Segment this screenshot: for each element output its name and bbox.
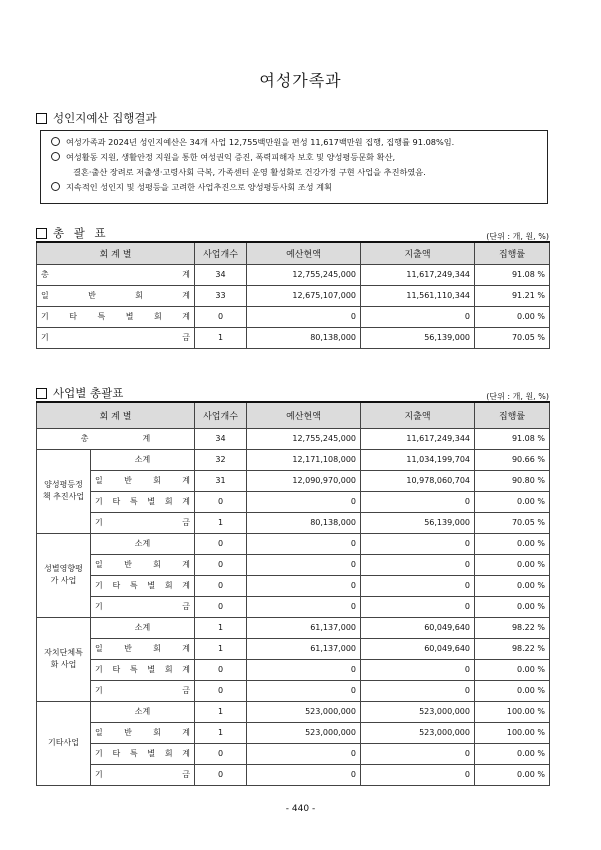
- cell-budget: 61,137,000: [247, 617, 361, 638]
- cell-rate: 91.21 %: [475, 285, 550, 306]
- summary-item: [51, 150, 547, 165]
- row-label: [91, 701, 195, 722]
- cell-spent: 56,139,000: [361, 512, 475, 533]
- cell-spent: 0: [361, 554, 475, 575]
- label-char: 계: [182, 644, 190, 653]
- label-char: 총: [41, 270, 49, 279]
- section-heading: 성인지예산 집행결과: [53, 111, 157, 125]
- cell-budget: 0: [247, 659, 361, 680]
- cell-rate: 70.05 %: [475, 327, 550, 348]
- row-label-text: [95, 706, 190, 717]
- cell-budget: 61,137,000: [247, 638, 361, 659]
- label-char: 계: [182, 312, 190, 321]
- cell-count: 34: [195, 264, 247, 285]
- label-char: 별: [147, 497, 156, 506]
- label-char: 반: [124, 728, 132, 737]
- cell-rate: 0.00 %: [475, 491, 550, 512]
- cell-count: 0: [195, 680, 247, 701]
- row-label: [37, 327, 195, 348]
- circle-bullet-icon: [51, 137, 60, 146]
- table-row: [37, 285, 550, 306]
- label-char: 기: [41, 312, 49, 321]
- label-char: 계: [182, 728, 190, 737]
- row-label: [91, 554, 195, 575]
- row-label-text: [95, 454, 190, 465]
- table-row: [37, 617, 550, 638]
- label-char: 회: [153, 560, 161, 569]
- cell-count: 1: [195, 617, 247, 638]
- label-char: 회: [153, 476, 161, 485]
- label-char: 기: [95, 497, 103, 506]
- label-char: 반: [124, 560, 132, 569]
- checkbox-square-icon: [36, 228, 47, 239]
- table-row: [37, 449, 550, 470]
- label-char: 특: [97, 312, 106, 321]
- label-char: 별: [147, 749, 156, 758]
- cell-spent: 0: [361, 680, 475, 701]
- row-label-text: [95, 727, 190, 738]
- cell-count: 1: [195, 722, 247, 743]
- row-label-text: [95, 496, 190, 507]
- cell-spent: 11,034,199,704: [361, 449, 475, 470]
- cell-budget: 0: [247, 554, 361, 575]
- col-rate: 집행률: [475, 402, 550, 428]
- table-row: [37, 596, 550, 617]
- row-label-text: [95, 559, 190, 570]
- col-spent: 지출액: [361, 402, 475, 428]
- cell-spent: 0: [361, 491, 475, 512]
- row-label: [91, 617, 195, 638]
- label-char: 기: [95, 749, 103, 758]
- cell-rate: 90.80 %: [475, 470, 550, 491]
- cell-spent: 0: [361, 743, 475, 764]
- cell-budget: 0: [247, 764, 361, 785]
- label-char: 회: [153, 644, 161, 653]
- label-char: 타: [69, 312, 77, 321]
- col-count: 사업개수: [195, 402, 247, 428]
- unit-label: (단위 : 개, 원, %): [486, 232, 549, 241]
- section-execution-results: [36, 110, 157, 126]
- label-char: 별: [125, 312, 134, 321]
- cell-budget: 0: [247, 743, 361, 764]
- cell-budget: 0: [247, 533, 361, 554]
- row-label: [91, 638, 195, 659]
- cell-rate: 0.00 %: [475, 659, 550, 680]
- label-char: 계: [182, 749, 190, 758]
- label-char: 회: [164, 749, 173, 758]
- table-row: [37, 659, 550, 680]
- table-row: [37, 264, 550, 285]
- cell-spent: 0: [361, 533, 475, 554]
- row-label-text: [95, 664, 190, 675]
- label-char: 타: [112, 665, 121, 674]
- label-char: 회: [153, 728, 161, 737]
- label-char: 소계: [134, 707, 151, 716]
- row-label: [91, 680, 195, 701]
- cell-rate: 70.05 %: [475, 512, 550, 533]
- row-label-text: [95, 580, 190, 591]
- table-row: [37, 680, 550, 701]
- cell-count: 0: [195, 764, 247, 785]
- cell-rate: 0.00 %: [475, 575, 550, 596]
- label-char: 계: [142, 434, 151, 443]
- label-char: 회: [135, 291, 143, 300]
- label-char: 회: [164, 665, 173, 674]
- row-label: [91, 533, 195, 554]
- label-char: 계: [182, 476, 190, 485]
- cell-budget: 0: [247, 575, 361, 596]
- cell-rate: 0.00 %: [475, 554, 550, 575]
- cell-budget: 0: [247, 596, 361, 617]
- row-label-text: [95, 685, 190, 696]
- row-label-text: [95, 622, 190, 633]
- cell-rate: 0.00 %: [475, 680, 550, 701]
- checkbox-square-icon: [36, 388, 47, 399]
- cell-count: 1: [195, 701, 247, 722]
- row-label-text: [41, 311, 190, 322]
- row-label: [91, 596, 195, 617]
- label-char: 특: [129, 749, 138, 758]
- page-number: - 440 -: [285, 804, 316, 814]
- label-char: 총: [80, 434, 89, 443]
- label-char: 특: [129, 665, 138, 674]
- row-label: [37, 264, 195, 285]
- cell-rate: 0.00 %: [475, 306, 550, 327]
- label-char: 기: [95, 518, 103, 527]
- cell-count: 0: [195, 743, 247, 764]
- page-title: 여성가족과: [259, 71, 342, 90]
- table-row: [37, 306, 550, 327]
- cell-budget: 523,000,000: [247, 722, 361, 743]
- cell-rate: 98.22 %: [475, 638, 550, 659]
- group-name: 양성평등정책 추진사업: [37, 449, 91, 533]
- label-char: 계: [182, 270, 190, 279]
- row-label-text: [95, 643, 190, 654]
- cell-budget: 12,755,245,000: [247, 428, 361, 449]
- cell-budget: 0: [247, 306, 361, 327]
- label-char: 회: [164, 497, 173, 506]
- summary-text: 지속적인 성인지 및 성평등을 고려한 사업추진으로 양성평등사회 조성 계획: [66, 182, 333, 192]
- cell-budget: 80,138,000: [247, 327, 361, 348]
- cell-rate: 0.00 %: [475, 743, 550, 764]
- section-program-table: [36, 385, 123, 401]
- row-label: [91, 722, 195, 743]
- label-char: 기: [95, 686, 103, 695]
- row-label: [91, 743, 195, 764]
- cell-spent: 56,139,000: [361, 327, 475, 348]
- label-char: 기: [95, 665, 103, 674]
- row-label: [91, 575, 195, 596]
- unit-label: (단위 : 개, 원, %): [486, 392, 549, 401]
- cell-spent: 11,561,110,344: [361, 285, 475, 306]
- cell-count: 0: [195, 554, 247, 575]
- row-label: [91, 491, 195, 512]
- col-count: 사업개수: [195, 242, 247, 264]
- label-char: 금: [182, 333, 190, 342]
- summary-continuation: 결혼·출산 장려로 저출생·고령사회 극복, 가족센터 운영 활성화로 건강가정 구현 사업을 추진하였음.: [73, 167, 426, 177]
- cell-rate: 100.00 %: [475, 722, 550, 743]
- label-char: 타: [112, 497, 121, 506]
- label-char: 금: [182, 686, 190, 695]
- cell-count: 0: [195, 596, 247, 617]
- cell-rate: 0.00 %: [475, 764, 550, 785]
- label-char: 금: [182, 518, 190, 527]
- group-name: 자치단체특화 사업: [37, 617, 91, 701]
- cell-rate: 100.00 %: [475, 701, 550, 722]
- program-table: [36, 401, 550, 786]
- cell-spent: 0: [361, 306, 475, 327]
- cell-count: 32: [195, 449, 247, 470]
- table-row: [37, 554, 550, 575]
- col-spent: 지출액: [361, 242, 475, 264]
- group-name: 성별영향평가 사업: [37, 533, 91, 617]
- label-char: 특: [129, 581, 138, 590]
- label-char: 금: [182, 770, 190, 779]
- cell-count: 0: [195, 533, 247, 554]
- cell-count: 34: [195, 428, 247, 449]
- cell-rate: 91.08 %: [475, 428, 550, 449]
- cell-count: 0: [195, 306, 247, 327]
- cell-count: 0: [195, 491, 247, 512]
- row-label: [37, 306, 195, 327]
- cell-rate: 0.00 %: [475, 596, 550, 617]
- cell-budget: 12,171,108,000: [247, 449, 361, 470]
- row-label-text: [95, 601, 190, 612]
- label-char: 금: [182, 602, 190, 611]
- cell-spent: 11,617,249,344: [361, 428, 475, 449]
- cell-budget: 523,000,000: [247, 701, 361, 722]
- col-budget: 예산현액: [247, 402, 361, 428]
- label-char: 반: [124, 644, 132, 653]
- label-char: 회: [164, 581, 173, 590]
- table-row: [37, 743, 550, 764]
- section-heading: 사업별 총괄표: [53, 386, 124, 400]
- label-char: 회: [154, 312, 162, 321]
- section-heading: 총 괄 표: [53, 226, 109, 240]
- label-char: 별: [147, 665, 156, 674]
- label-char: 계: [182, 665, 190, 674]
- summary-text: 여성가족과 2024년 성인지예산은 34개 사업 12,755백만원을 편성 11,617백만원 집행, 집행률 91.08%임.: [66, 137, 455, 147]
- row-label: [91, 659, 195, 680]
- cell-rate: 98.22 %: [475, 617, 550, 638]
- cell-spent: 11,617,249,344: [361, 264, 475, 285]
- row-label-text: [41, 433, 190, 444]
- row-label-text: [41, 269, 190, 280]
- row-label: [91, 764, 195, 785]
- label-char: 기: [95, 770, 103, 779]
- cell-rate: 0.00 %: [475, 533, 550, 554]
- cell-budget: 12,090,970,000: [247, 470, 361, 491]
- cell-spent: 0: [361, 764, 475, 785]
- cell-budget: 12,755,245,000: [247, 264, 361, 285]
- table-row: [37, 512, 550, 533]
- row-label-text: [95, 517, 190, 528]
- label-char: 소계: [134, 455, 151, 464]
- label-char: 일: [41, 291, 49, 300]
- label-char: 일: [95, 644, 103, 653]
- cell-budget: 0: [247, 491, 361, 512]
- table-row-total: [37, 428, 550, 449]
- table-row: [37, 764, 550, 785]
- label-char: 기: [95, 602, 103, 611]
- summary-item: [51, 180, 547, 195]
- circle-bullet-icon: [51, 182, 60, 191]
- group-name: 기타사업: [37, 701, 91, 785]
- cell-spent: 0: [361, 659, 475, 680]
- label-char: 기: [95, 581, 103, 590]
- table-row: [37, 533, 550, 554]
- label-char: 일: [95, 560, 103, 569]
- table-row: [37, 701, 550, 722]
- row-label: [91, 470, 195, 491]
- row-label: [91, 512, 195, 533]
- cell-count: 1: [195, 512, 247, 533]
- table-row: [37, 638, 550, 659]
- circle-bullet-icon: [51, 152, 60, 161]
- cell-spent: 523,000,000: [361, 722, 475, 743]
- label-char: 계: [182, 291, 190, 300]
- table-row: [37, 722, 550, 743]
- section-summary-table: [36, 225, 109, 241]
- cell-budget: 80,138,000: [247, 512, 361, 533]
- label-char: 소계: [134, 623, 151, 632]
- cell-count: 0: [195, 575, 247, 596]
- cell-rate: 91.08 %: [475, 264, 550, 285]
- label-char: 계: [182, 497, 190, 506]
- label-char: 특: [129, 497, 138, 506]
- col-account: 회 계 별: [37, 402, 195, 428]
- label-char: 계: [182, 560, 190, 569]
- row-label-text: [95, 475, 190, 486]
- label-char: 기: [41, 333, 49, 342]
- cell-count: 0: [195, 659, 247, 680]
- cell-count: 33: [195, 285, 247, 306]
- label-char: 반: [88, 291, 96, 300]
- col-budget: 예산현액: [247, 242, 361, 264]
- label-char: 타: [112, 581, 121, 590]
- row-label-text: [41, 290, 190, 301]
- label-char: 일: [95, 476, 103, 485]
- row-label-text: [95, 538, 190, 549]
- row-label: [37, 428, 195, 449]
- cell-count: 1: [195, 327, 247, 348]
- cell-spent: 60,049,640: [361, 638, 475, 659]
- summary-table: [36, 241, 550, 349]
- row-label: [91, 449, 195, 470]
- checkbox-square-icon: [36, 113, 47, 124]
- cell-spent: 10,978,060,704: [361, 470, 475, 491]
- cell-spent: 60,049,640: [361, 617, 475, 638]
- table-row: [37, 575, 550, 596]
- table-row: [37, 491, 550, 512]
- row-label: [37, 285, 195, 306]
- cell-spent: 0: [361, 596, 475, 617]
- table-row: [37, 327, 550, 348]
- cell-count: 31: [195, 470, 247, 491]
- summary-item: [51, 135, 547, 150]
- table-row: [37, 470, 550, 491]
- label-char: 일: [95, 728, 103, 737]
- summary-box: [40, 130, 548, 204]
- cell-rate: 90.66 %: [475, 449, 550, 470]
- label-char: 반: [124, 476, 132, 485]
- label-char: 타: [112, 749, 121, 758]
- col-rate: 집행률: [475, 242, 550, 264]
- col-account: 회 계 별: [37, 242, 195, 264]
- row-label-text: [95, 769, 190, 780]
- cell-spent: 0: [361, 575, 475, 596]
- row-label-text: [95, 748, 190, 759]
- summary-text: 여성활동 지원, 생활안정 지원을 통한 여성권익 증진, 폭력피해자 보호 및 양성평등문화 확산,: [66, 152, 396, 162]
- label-char: 소계: [134, 539, 151, 548]
- label-char: 별: [147, 581, 156, 590]
- cell-count: 1: [195, 638, 247, 659]
- label-char: 계: [182, 581, 190, 590]
- row-label-text: [41, 332, 190, 343]
- cell-spent: 523,000,000: [361, 701, 475, 722]
- cell-budget: 12,675,107,000: [247, 285, 361, 306]
- cell-budget: 0: [247, 680, 361, 701]
